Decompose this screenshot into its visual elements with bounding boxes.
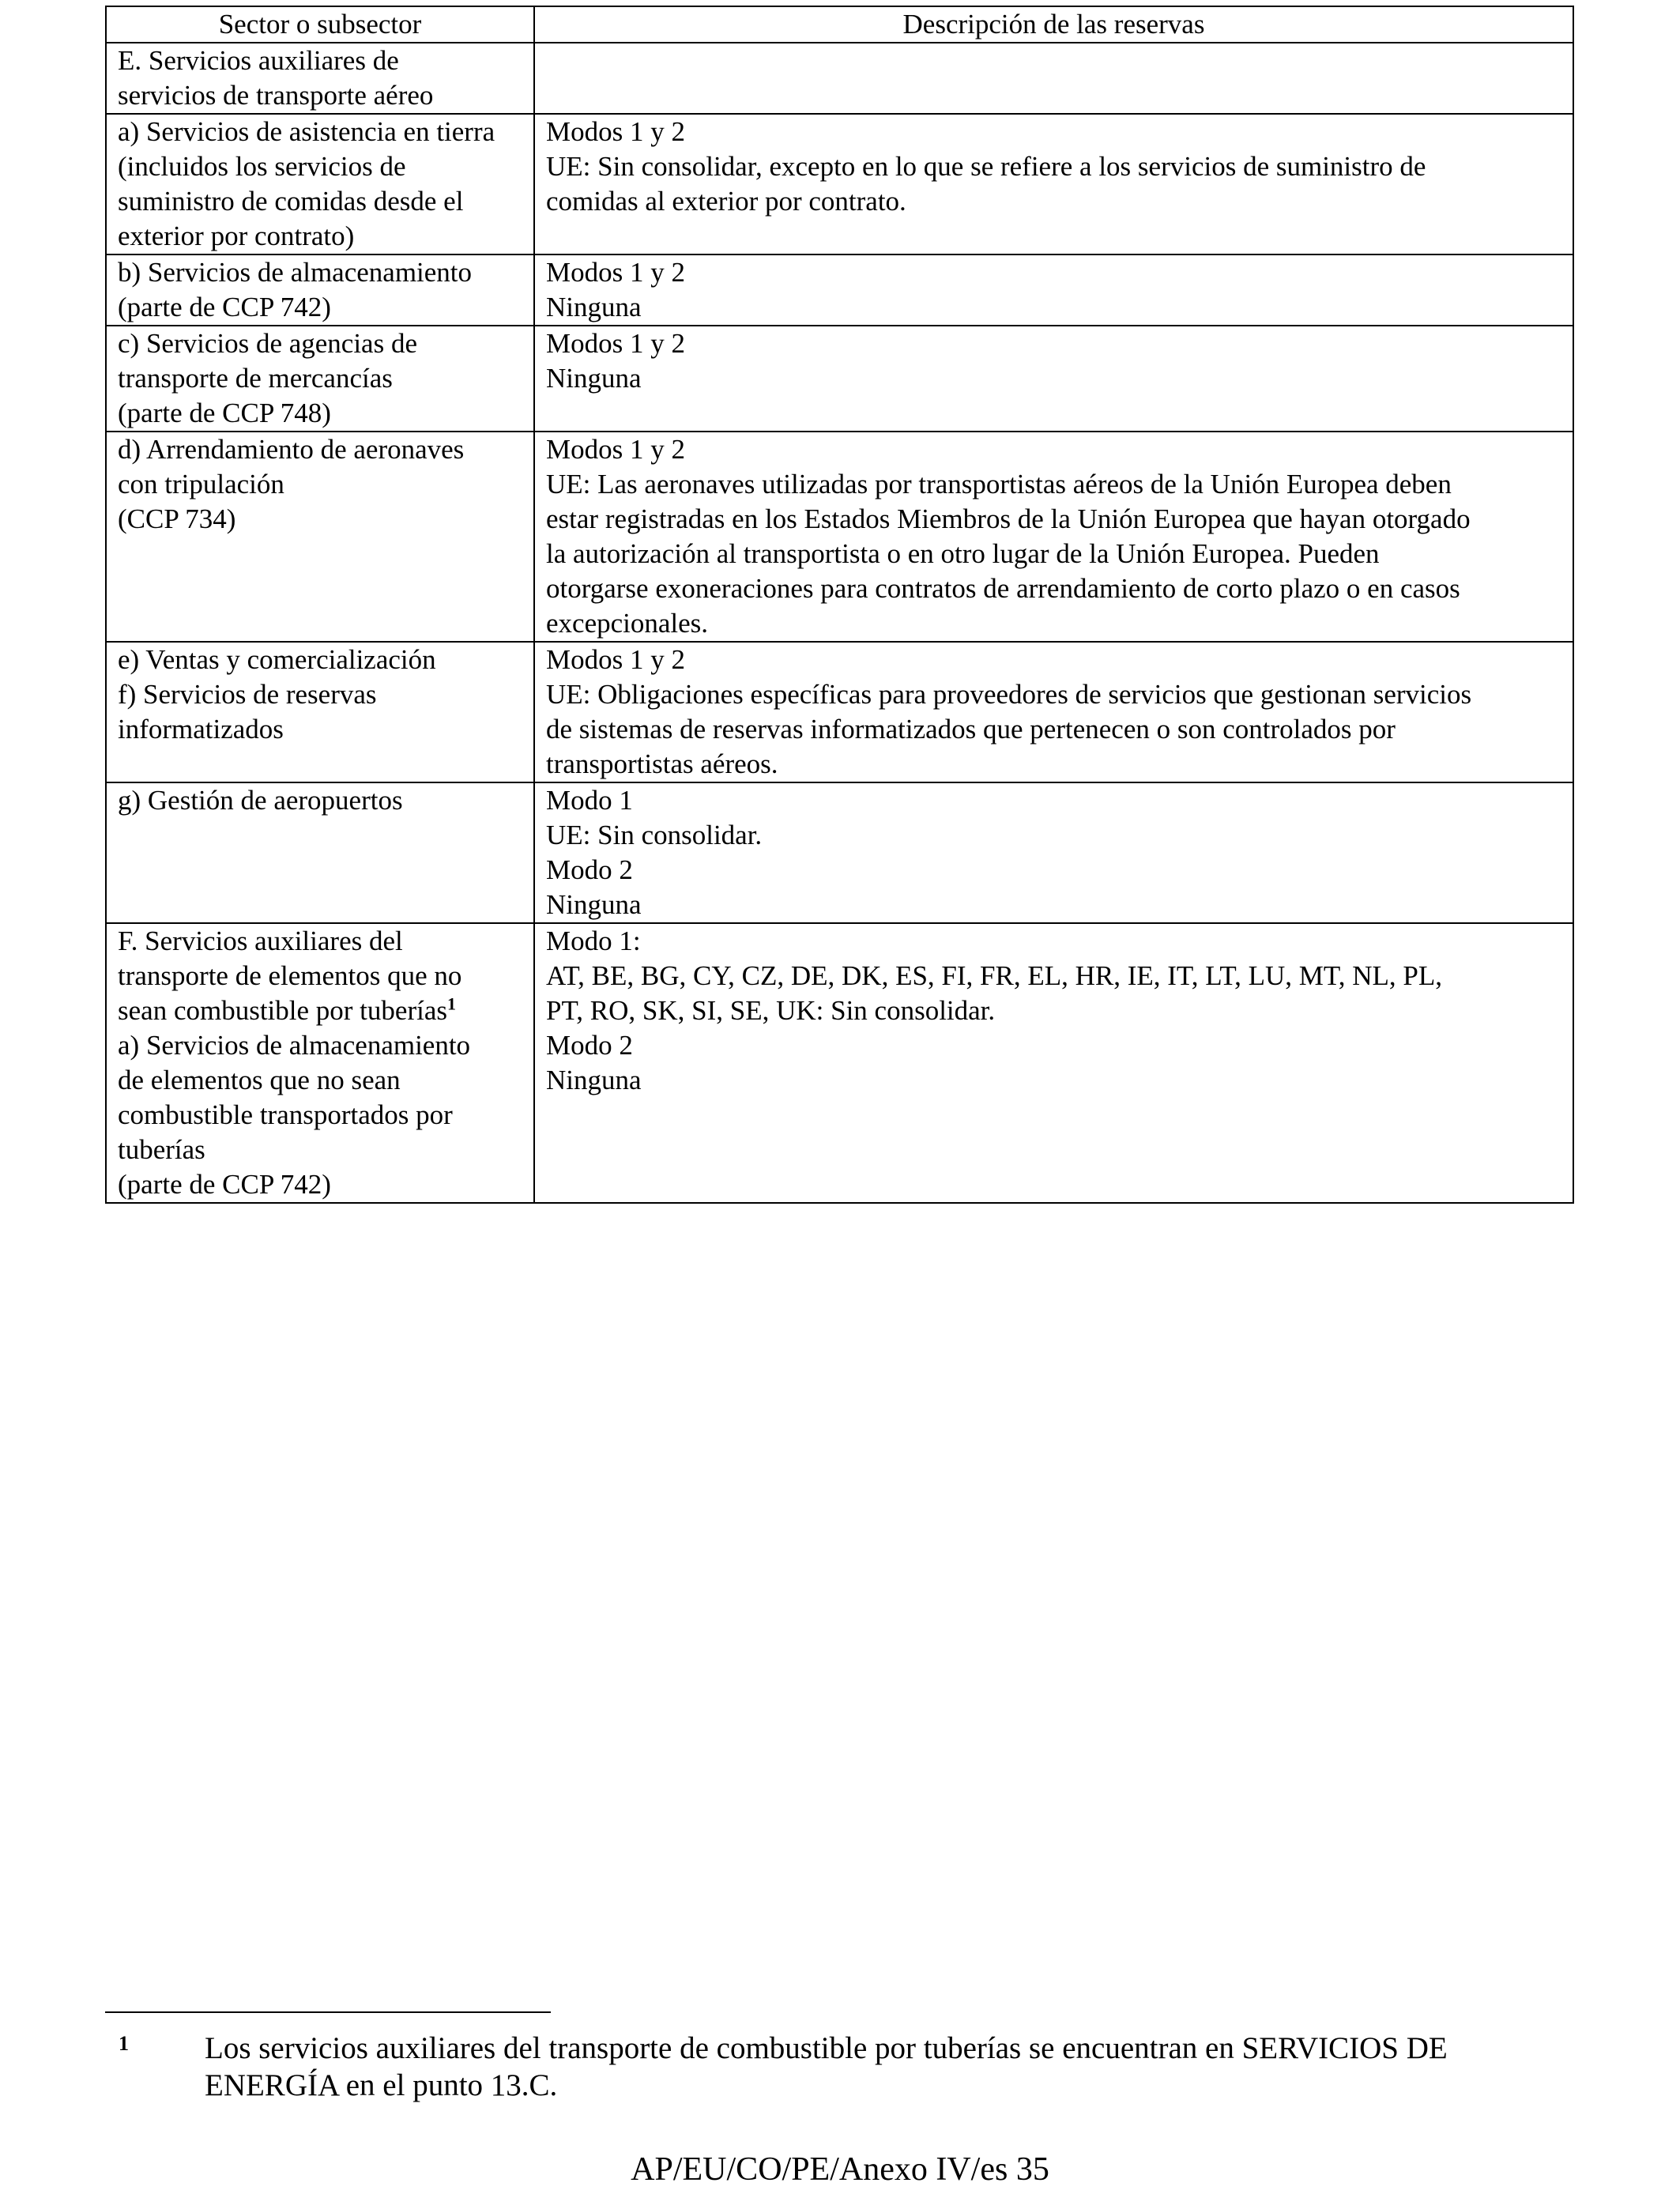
description-line: Ninguna (546, 292, 642, 322)
sector-cell (106, 114, 534, 254)
description-line: UE: Las aeronaves utilizadas por transportistas aéreos de la Unión Europea deben (546, 469, 1452, 499)
sector-line: g) Gestión de aeropuertos (118, 785, 403, 816)
sector-line: a) Servicios de almacenamiento (118, 1030, 471, 1061)
description-line: UE: Sin consolidar, excepto en lo que se refiere a los servicios de suministro de (546, 151, 1426, 182)
description-line: otorgarse exoneraciones para contratos de arrendamiento de corto plazo o en casos (546, 573, 1460, 604)
header-sector: Sector o subsector (106, 6, 534, 43)
footnote-marker: 1 (119, 2032, 129, 2055)
table-body (106, 43, 1573, 1203)
header-description: Descripción de las reservas (534, 6, 1573, 43)
sector-line: b) Servicios de almacenamiento (118, 257, 473, 288)
table-row (106, 642, 1573, 782)
sector-line: con tripulación (118, 469, 284, 499)
description-line: AT, BE, BG, CY, CZ, DE, DK, ES, FI, FR, EL, HR, IE, IT, LT, LU, MT, NL, PL, (546, 960, 1442, 991)
sector-line: (CCP 734) (118, 503, 236, 534)
description-line: Modos 1 y 2 (546, 644, 685, 675)
description-cell (534, 642, 1573, 782)
sector-cell (106, 432, 534, 642)
description-line: Modo 2 (546, 854, 633, 885)
footnote-reference: 1 (446, 993, 456, 1014)
sector-line: a) Servicios de asistencia en tierra (118, 116, 495, 147)
table-row (106, 43, 1573, 114)
description-line: Modo 2 (546, 1030, 633, 1061)
sector-line: transporte de elementos que no (118, 960, 462, 991)
description-cell (534, 923, 1573, 1203)
description-line: estar registradas en los Estados Miembros de la Unión Europea que hayan otorgado (546, 503, 1471, 534)
footnote-text: Los servicios auxiliares del transporte de combustible por tuberías se encuentran en SERVICIOS DE ENERGÍA en el punto 13.C. (205, 2031, 1448, 2102)
description-line: la autorización al transportista o en otro lugar de la Unión Europea. Pueden (546, 538, 1380, 569)
table-header-row (106, 6, 1573, 43)
sector-line: informatizados (118, 714, 284, 745)
sector-line: sean combustible por tuberías$^1$ (118, 993, 456, 1026)
table-row (106, 782, 1573, 923)
table-row (106, 923, 1573, 1203)
sector-line: e) Ventas y comercialización (118, 644, 436, 675)
reservations-table (105, 6, 1574, 1204)
description-cell (534, 782, 1573, 923)
description-line: Modo 1 (546, 785, 633, 816)
sector-line: F. Servicios auxiliares del (118, 925, 403, 956)
table-row (106, 254, 1573, 326)
description-cell (534, 432, 1573, 642)
sector-line: servicios de transporte aéreo (118, 80, 434, 111)
description-cell (534, 43, 1573, 114)
description-line: Modos 1 y 2 (546, 257, 685, 288)
sector-line: E. Servicios auxiliares de (118, 45, 399, 76)
description-cell (534, 326, 1573, 432)
sector-cell (106, 923, 534, 1203)
page-footer: AP/EU/CO/PE/Anexo IV/es 35 (631, 2151, 1049, 2188)
table-row (106, 326, 1573, 432)
sector-line: transporte de mercancías (118, 363, 393, 394)
description-line: comidas al exterior por contrato. (546, 186, 906, 217)
sector-line: d) Arrendamiento de aeronaves (118, 434, 465, 465)
sector-line: exterior por contrato) (118, 221, 355, 251)
footnote-divider (105, 2011, 551, 2013)
sector-cell (106, 782, 534, 923)
description-line: Modos 1 y 2 (546, 328, 685, 359)
sector-line: c) Servicios de agencias de (118, 328, 418, 359)
description-line: Ninguna (546, 889, 642, 920)
sector-line: f) Servicios de reservas (118, 679, 377, 710)
sector-line: suministro de comidas desde el (118, 186, 464, 217)
sector-cell (106, 326, 534, 432)
description-line: Ninguna (546, 1065, 642, 1095)
description-line: UE: Sin consolidar. (546, 820, 763, 850)
sector-line: de elementos que no sean (118, 1065, 401, 1095)
sector-line: tuberías (118, 1134, 205, 1165)
sector-cell (106, 642, 534, 782)
description-cell (534, 254, 1573, 326)
table-row (106, 114, 1573, 254)
sector-line: (incluidos los servicios de (118, 151, 406, 182)
description-line: Modos 1 y 2 (546, 116, 685, 147)
sector-line: combustible transportados por (118, 1099, 453, 1130)
table-row (106, 432, 1573, 642)
description-line: Modos 1 y 2 (546, 434, 685, 465)
description-line: excepcionales. (546, 608, 709, 639)
sector-line: (parte de CCP 742) (118, 292, 331, 322)
description-line: PT, RO, SK, SI, SE, UK: Sin consolidar. (546, 995, 996, 1026)
sector-line: (parte de CCP 742) (118, 1169, 331, 1200)
description-line: transportistas aéreos. (546, 748, 778, 779)
sector-cell (106, 43, 534, 114)
description-line: de sistemas de reservas informatizados que pertenecen o son controlados por (546, 714, 1396, 745)
description-cell (534, 114, 1573, 254)
sector-cell (106, 254, 534, 326)
description-line: UE: Obligaciones específicas para proveedores de servicios que gestionan servicios (546, 679, 1472, 710)
sector-line: (parte de CCP 748) (118, 398, 331, 428)
description-line: Ninguna (546, 363, 642, 394)
description-line: Modo 1: (546, 925, 641, 956)
